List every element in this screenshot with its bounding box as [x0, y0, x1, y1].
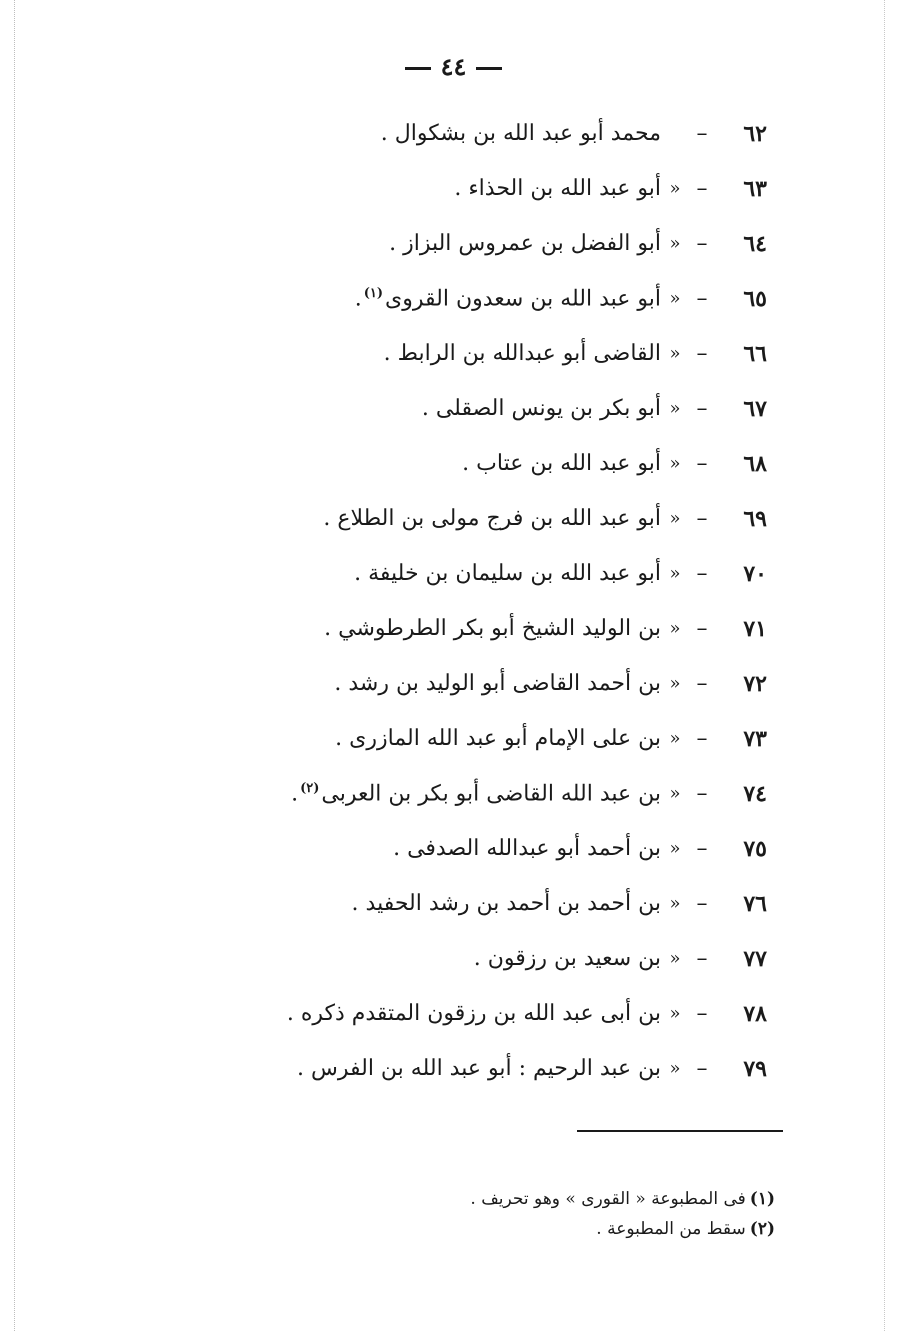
ditto-mark: »: [669, 1003, 681, 1024]
list-item: [107, 821, 767, 876]
footnote: [275, 1214, 775, 1244]
footnote-reference: (١): [363, 285, 384, 301]
entry-name: [454, 176, 661, 201]
entry-name: [381, 121, 661, 146]
entry-name: [287, 1001, 661, 1026]
list-item: [107, 1041, 767, 1096]
footnote-text: سقط من المطبوعة .: [596, 1219, 746, 1239]
list-item: [107, 436, 767, 491]
entry-name-text: القاضى أبو عبدالله بن الرابط .: [383, 341, 661, 366]
entry-dash: –: [696, 946, 708, 971]
footnote-text: فى المطبوعة « القورى » وهو تحريف .: [470, 1189, 746, 1209]
footnote-reference: (٢): [300, 780, 320, 796]
entry-dash: –: [696, 121, 708, 146]
ditto-mark: »: [669, 893, 681, 914]
entry-name: [384, 341, 661, 366]
entry-name: [334, 671, 661, 696]
entry-name-text: أبو عبد الله بن فرج مولى بن الطلاع .: [323, 506, 661, 531]
ditto-mark: »: [669, 563, 681, 584]
ditto-mark: »: [669, 618, 681, 639]
entry-number: ٧٥: [743, 835, 767, 862]
entry-name: [291, 781, 661, 806]
entry-name-text: بن أحمد القاضى أبو الوليد بن رشد .: [334, 671, 661, 696]
entry-name: [422, 396, 661, 421]
entry-list: [107, 106, 767, 1096]
list-item: [107, 766, 767, 821]
entry-dash: –: [696, 506, 708, 531]
entry-name-text: أبو عبد الله بن الحذاء .: [454, 176, 661, 201]
entry-name-text: بن على الإمام أبو عبد الله المازرى .: [335, 726, 661, 751]
list-item: [107, 381, 767, 436]
list-item: [107, 106, 767, 161]
list-item: [107, 161, 767, 216]
list-item: [107, 271, 767, 326]
ditto-mark: »: [669, 948, 681, 969]
ditto-mark: »: [669, 178, 681, 199]
entry-name-text: بن أبى عبد الله بن رزقون المتقدم ذكره .: [286, 1001, 661, 1026]
entry-number: ٧٦: [743, 890, 767, 917]
list-item: [107, 876, 767, 931]
entry-name-text: بن أحمد أبو عبدالله الصدفى .: [393, 836, 661, 861]
list-item: [107, 931, 767, 986]
list-item: [107, 711, 767, 766]
entry-name: [389, 231, 661, 256]
scan-edge-left: [14, 0, 15, 1331]
entry-name-text: بن عبد الله القاضى أبو بكر بن العربى: [321, 781, 661, 807]
entry-name: [297, 1056, 661, 1081]
list-item: [107, 326, 767, 381]
entry-name-text: بن الوليد الشيخ أبو بكر الطرطوشي .: [324, 616, 661, 641]
entry-number: ٧٧: [743, 945, 767, 972]
footnote-list: [275, 1184, 775, 1244]
list-item: [107, 546, 767, 601]
ditto-mark: »: [669, 453, 681, 474]
entry-dash: –: [696, 231, 708, 256]
ditto-mark: »: [669, 233, 681, 254]
entry-dash: –: [696, 451, 708, 476]
list-item: [107, 491, 767, 546]
ditto-mark: »: [669, 288, 681, 309]
entry-number: ٦٢: [743, 120, 767, 147]
entry-dash: –: [696, 891, 708, 916]
footnote-rule: [577, 1130, 783, 1132]
entry-dash: –: [696, 616, 708, 641]
list-item: [107, 601, 767, 656]
entry-name-text: محمد أبو عبد الله بن بشكوال .: [380, 121, 661, 146]
entry-number: ٧٩: [743, 1055, 767, 1082]
entry-name: [474, 946, 661, 971]
entry-dash: –: [696, 176, 708, 201]
entry-dash: –: [696, 836, 708, 861]
entry-name-text: بن عبد الرحيم : أبو عبد الله بن الفرس .: [297, 1056, 661, 1081]
entry-number: ٦٤: [743, 230, 767, 257]
entry-dash: –: [696, 341, 708, 366]
ditto-mark: »: [669, 783, 681, 804]
entry-dash: –: [696, 781, 708, 806]
page-number: ٤٤: [440, 52, 467, 81]
entry-name-text: بن سعيد بن رزقون .: [473, 946, 661, 971]
entry-name: [352, 891, 661, 916]
entry-name: [393, 836, 661, 861]
footnote-number: (١): [749, 1189, 775, 1209]
entry-tail: .: [354, 286, 362, 312]
entry-name-text: أبو عبد الله بن سليمان بن خليفة .: [354, 561, 661, 586]
entry-name: [323, 506, 661, 531]
entry-name: [355, 286, 661, 311]
entry-number: ٧٤: [743, 780, 767, 807]
ditto-mark: »: [669, 398, 681, 419]
entry-name: [324, 616, 661, 641]
ditto-mark: »: [669, 673, 681, 694]
list-item: [107, 986, 767, 1041]
entry-number: ٦٨: [743, 450, 767, 477]
entry-name-text: أبو بكر بن يونس الصقلى .: [421, 396, 661, 421]
ditto-mark: »: [669, 508, 681, 529]
entry-tail: .: [291, 781, 299, 807]
entry-dash: –: [696, 726, 708, 751]
entry-number: ٧٢: [743, 670, 767, 697]
entry-dash: –: [696, 561, 708, 586]
entry-number: ٧٨: [743, 1000, 767, 1027]
entry-number: ٧٠: [743, 560, 767, 587]
entry-name: [335, 726, 661, 751]
entry-number: ٦٧: [743, 395, 767, 422]
footnote: [275, 1184, 775, 1214]
ditto-mark: »: [669, 343, 681, 364]
entry-number: ٦٥: [743, 285, 767, 312]
footnote-number: (٢): [749, 1219, 775, 1239]
entry-number: ٦٣: [743, 175, 767, 202]
entry-name: [354, 561, 661, 586]
header-dash-right: [476, 67, 502, 70]
entry-dash: –: [696, 1056, 708, 1081]
entry-dash: –: [696, 396, 708, 421]
entry-name: [462, 451, 661, 476]
entry-dash: –: [696, 286, 708, 311]
entry-dash: –: [696, 1001, 708, 1026]
entry-dash: –: [696, 671, 708, 696]
ditto-mark: »: [669, 728, 681, 749]
entry-number: ٧٣: [743, 725, 767, 752]
scan-edge-right: [884, 0, 885, 1331]
entry-name-text: بن أحمد بن أحمد بن رشد الحفيد .: [351, 891, 661, 916]
entry-name-text: أبو عبد الله بن سعدون القروى: [385, 286, 661, 312]
list-item: [107, 216, 767, 271]
page-header: [0, 52, 907, 81]
entry-number: ٦٩: [743, 505, 767, 532]
entry-number: ٧١: [743, 615, 767, 642]
entry-name-text: أبو الفضل بن عمروس البزاز .: [389, 231, 661, 256]
entry-number: ٦٦: [743, 340, 767, 367]
ditto-mark: »: [669, 838, 681, 859]
ditto-mark: »: [669, 1058, 681, 1079]
header-dash-left: [405, 67, 431, 70]
entry-name-text: أبو عبد الله بن عتاب .: [462, 451, 661, 476]
list-item: [107, 656, 767, 711]
